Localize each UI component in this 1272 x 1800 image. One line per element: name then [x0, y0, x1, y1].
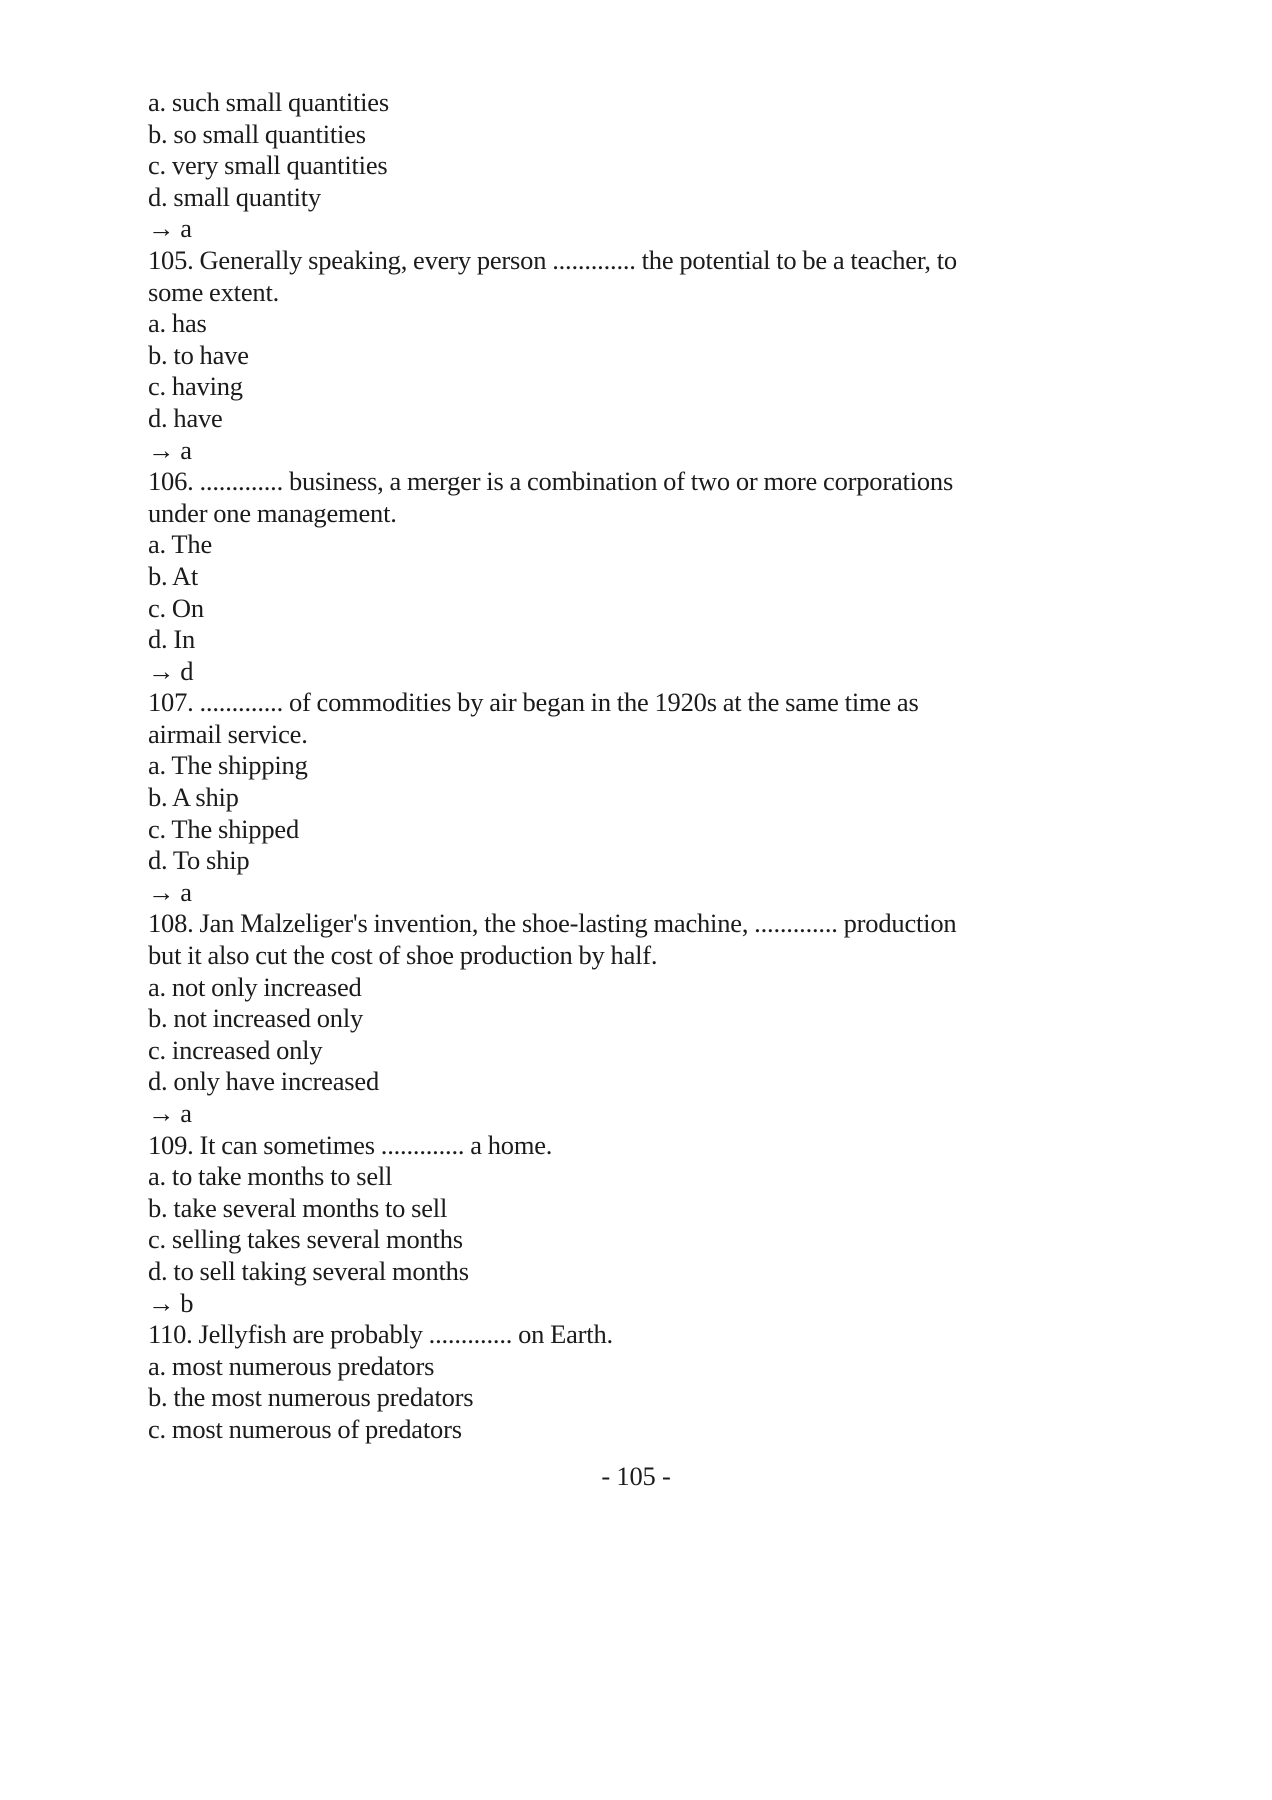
option-line: c. most numerous of predators — [148, 1413, 462, 1444]
option-line: d. In — [148, 624, 196, 655]
option-line: a. The shipping — [148, 750, 308, 781]
option-line: c. The shipped — [148, 813, 299, 844]
option-line: d. To ship — [148, 845, 250, 876]
option-line: c. having — [148, 371, 243, 402]
question-line: 107. ............. of commodities by air began in the 1920s at the same time as — [148, 687, 919, 718]
answer-line: → a — [148, 1098, 192, 1128]
option-line: b. not increased only — [148, 1003, 364, 1034]
option-line: a. not only increased — [148, 971, 362, 1002]
answer-line: → d — [148, 655, 194, 686]
option-line: c. very small quantities — [148, 150, 388, 181]
question-line: some extent. — [148, 276, 280, 307]
option-line: d. only have increased — [148, 1066, 380, 1097]
option-line: b. A ship — [148, 782, 239, 813]
option-line: a. to take months to sell — [148, 1161, 393, 1192]
option-line: b. to have — [148, 339, 249, 370]
option-line: c. selling takes several months — [148, 1224, 463, 1255]
option-line: a. most numerous predators — [148, 1350, 435, 1381]
question-line: airmail service. — [148, 718, 308, 749]
page-number: - 105 - — [601, 1461, 671, 1491]
option-line: d. to sell taking several months — [148, 1255, 469, 1286]
option-line: b. so small quantities — [148, 118, 366, 149]
answer-line: → a — [148, 213, 192, 244]
question-line: 105. Generally speaking, every person ............. the potential to be a teacher, to — [148, 244, 957, 275]
question-line: 106. ............. business, a merger is a combination of two or more corporations — [148, 466, 954, 497]
question-line: 108. Jan Malzeliger's invention, the shoe-lasting machine, ............. production — [148, 908, 957, 939]
option-line: d. small quantity — [148, 181, 321, 212]
option-line: c. increased only — [148, 1034, 323, 1065]
answer-line: → a — [148, 434, 192, 465]
text-block — [148, 87, 1078, 1446]
answer-line: → b — [148, 1287, 194, 1318]
question-line: but it also cut the cost of shoe production by half. — [148, 940, 658, 971]
option-line: d. have — [148, 402, 223, 433]
option-line: c. On — [148, 592, 204, 623]
option-line: a. such small quantities — [148, 87, 389, 117]
option-line: b. take several months to sell — [148, 1192, 448, 1223]
option-line: a. The — [148, 529, 213, 560]
option-line: b. At — [148, 560, 199, 591]
question-line: 109. It can sometimes ............. a home. — [148, 1129, 553, 1160]
question-line: 110. Jellyfish are probably ............. on Earth. — [148, 1319, 613, 1350]
option-line: a. has — [148, 308, 207, 339]
question-line: under one management. — [148, 497, 397, 528]
option-line: b. the most numerous predators — [148, 1382, 474, 1413]
answer-line: → a — [148, 876, 192, 907]
